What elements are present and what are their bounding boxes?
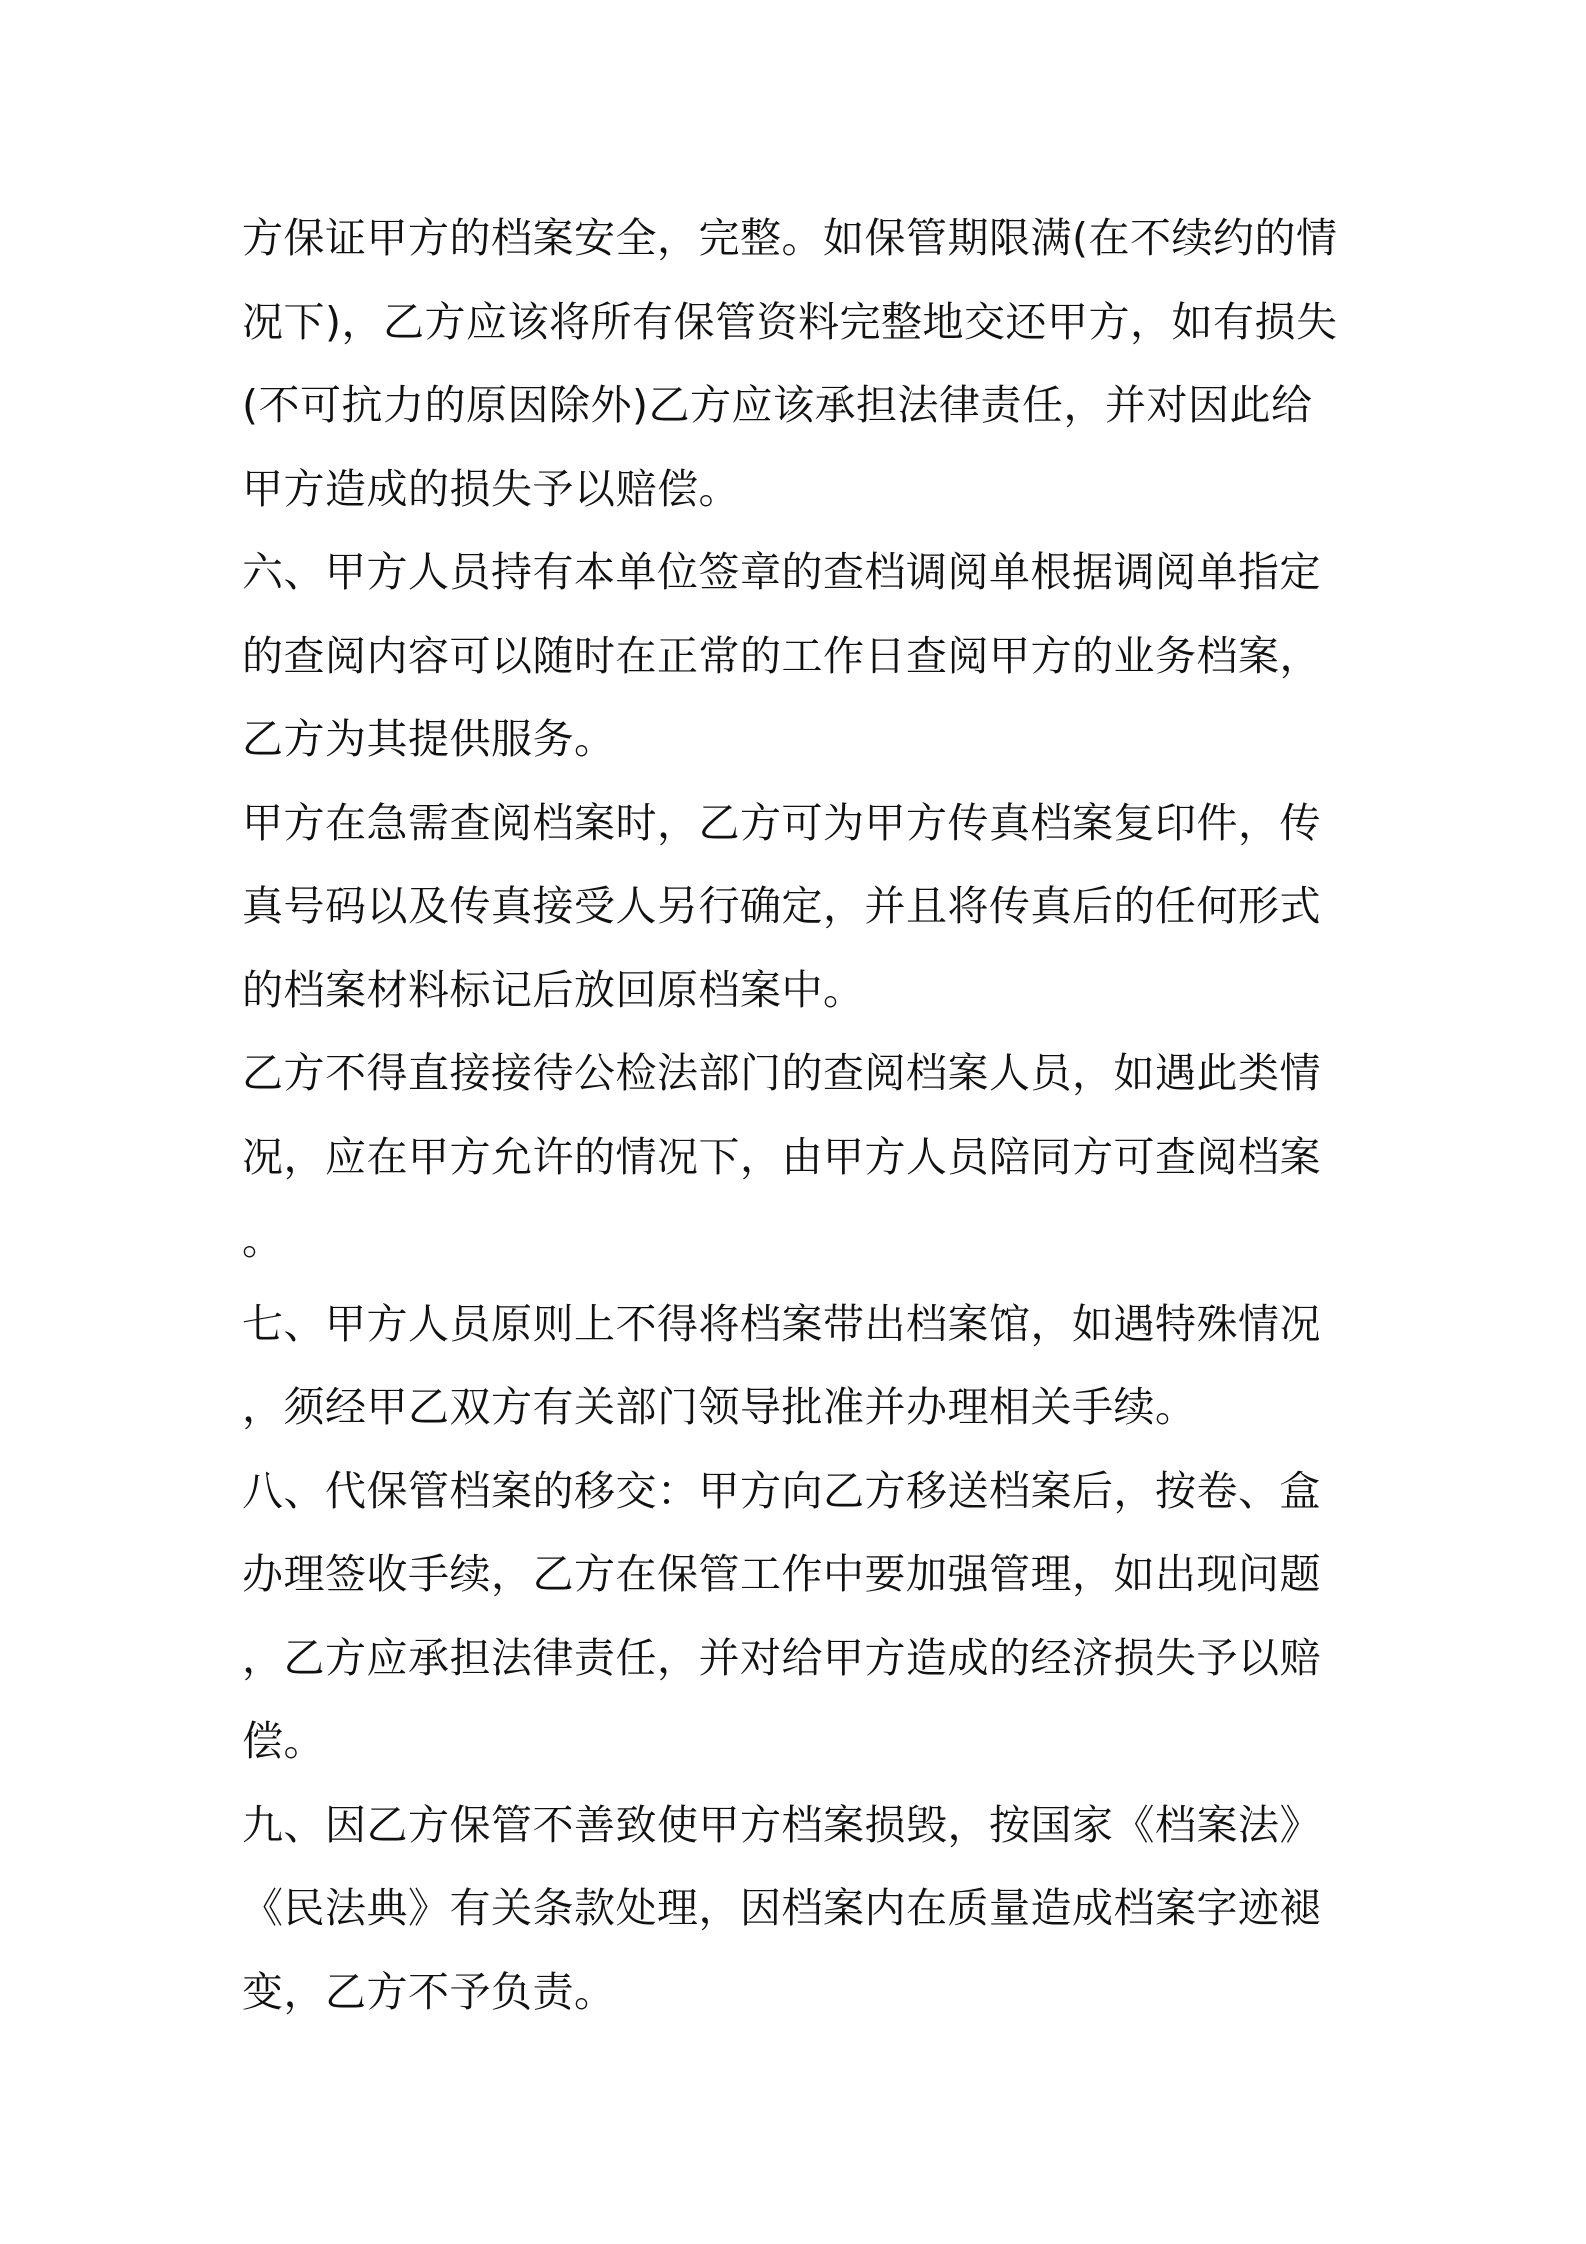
contract-body-text (242, 197, 1362, 2034)
text-line: 方保证甲方的档案安全，完整。如保管期限满(在不续约的情 (242, 214, 1338, 262)
text-line: 变，乙方不予负责。 (242, 1967, 616, 2016)
text-line: 乙方为其提供服务。 (242, 715, 616, 763)
text-line: 。 (242, 1216, 284, 1264)
text-line: ，乙方应承担法律责任，并对给甲方造成的经济损失予以赔 (242, 1633, 1321, 1682)
clause-nine-line: 九、因乙方保管不善致使甲方档案损毁，按国家《档案法》 (242, 1800, 1321, 1849)
clause-six-line: 六、甲方人员持有本单位签章的查档调阅单根据调阅单指定 (242, 548, 1321, 596)
text-line: ，须经甲乙双方有关部门领导批准并办理相关手续。 (242, 1383, 1197, 1431)
text-line: 况下)，乙方应该将所有保管资料完整地交还甲方，如有损失 (242, 297, 1338, 346)
text-line: 的查阅内容可以随时在正常的工作日查阅甲方的业务档案， (242, 631, 1321, 680)
text-line: 真号码以及传真接受人另行确定，并且将传真后的任何形式 (242, 882, 1321, 930)
text-line: 的档案材料标记后放回原档案中。 (242, 965, 865, 1014)
clause-seven-line: 七、甲方人员原则上不得将档案带出档案馆，如遇特殊情况 (242, 1299, 1321, 1348)
text-line: 《民法典》有关条款处理，因档案内在质量造成档案字迹褪 (242, 1884, 1321, 1932)
text-line: 况，应在甲方允许的情况下，由甲方人员陪同方可查阅档案 (242, 1132, 1321, 1181)
text-line: 办理签收手续，乙方在保管工作中要加强管理，如出现问题 (242, 1550, 1321, 1598)
text-line: 偿。 (242, 1717, 325, 1765)
text-line: (不可抗力的原因除外)乙方应该承担法律责任，并对因此给 (242, 381, 1313, 429)
text-line: 甲方造成的损失予以赔偿。 (242, 464, 740, 513)
text-line: 乙方不得直接接待公检法部门的查阅档案人员，如遇此类情 (242, 1049, 1321, 1097)
text-line: 甲方在急需查阅档案时，乙方可为甲方传真档案复印件，传 (242, 798, 1321, 847)
clause-eight-line: 八、代保管档案的移交：甲方向乙方移送档案后，按卷、盒 (242, 1466, 1321, 1515)
